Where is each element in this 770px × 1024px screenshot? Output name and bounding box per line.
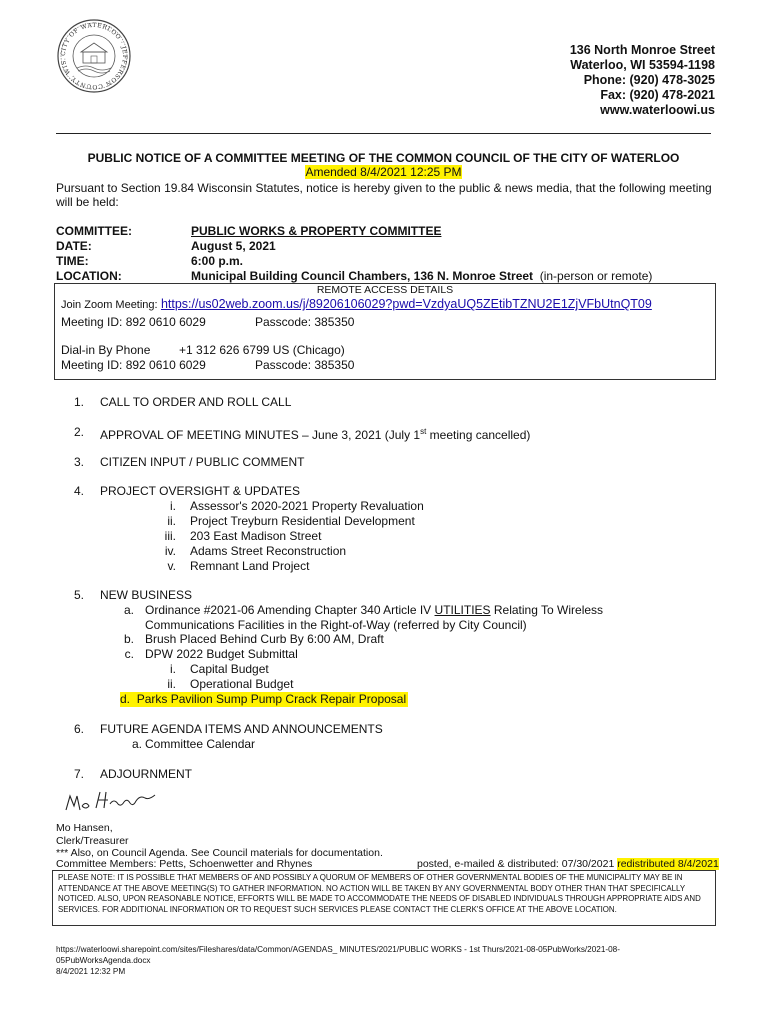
dial-in-number: +1 312 626 6799 US (Chicago) bbox=[179, 343, 345, 357]
remote-access-header: REMOTE ACCESS DETAILS bbox=[316, 284, 454, 296]
file-path-footer bbox=[56, 944, 620, 977]
committee-label: COMMITTEE: bbox=[56, 224, 132, 238]
zoom-link[interactable]: https://us02web.zoom.us/j/89206106029?pwd=VzdyaUQ5ZEtibTZNU2E1ZjVFbUtnQT09 bbox=[160, 297, 652, 311]
amended-timestamp: Amended 8/4/2021 12:25 PM bbox=[305, 165, 462, 179]
posted-date: posted, e-mailed & distributed: 07/30/2021 bbox=[417, 858, 618, 870]
remote-access-box bbox=[54, 283, 716, 380]
meeting-date: August 5, 2021 bbox=[191, 239, 276, 253]
time-label: TIME: bbox=[56, 254, 89, 268]
meeting-location: Municipal Building Council Chambers, 136 N. Monroe Street bbox=[191, 269, 534, 283]
also-note: *** Also, on Council Agenda. See Council materials for documentation. bbox=[56, 847, 383, 859]
city-seal-logo bbox=[56, 18, 132, 94]
committee-name: PUBLIC WORKS & PROPERTY COMMITTEE bbox=[191, 224, 442, 238]
header-divider bbox=[56, 133, 711, 134]
address-street: 136 North Monroe Street bbox=[569, 43, 715, 57]
committee-members-row bbox=[56, 858, 719, 870]
signer-title: Clerk/Treasurer bbox=[56, 834, 129, 847]
seal-text: CITY OF WATERLOO · JEFFERSON COUNTY, WIS. bbox=[59, 21, 129, 91]
notice-title: PUBLIC NOTICE OF A COMMITTEE MEETING OF THE COMMON COUNCIL OF THE CITY OF WATERLOO bbox=[87, 151, 680, 165]
amended-line bbox=[56, 165, 711, 179]
address-website[interactable]: www.waterloowi.us bbox=[600, 103, 715, 117]
meeting-id-1: Meeting ID: 892 0610 6029 bbox=[61, 315, 206, 329]
address-fax: Fax: (920) 478-2021 bbox=[600, 88, 715, 102]
location-note: (in-person or remote) bbox=[539, 269, 653, 283]
passcode-1: Passcode: 385350 bbox=[255, 315, 355, 329]
redistributed-date: redistributed 8/4/2021 bbox=[617, 858, 719, 870]
address-phone: Phone: (920) 478-3025 bbox=[583, 73, 715, 87]
meeting-id-2: Meeting ID: 892 0610 6029 bbox=[61, 358, 206, 372]
print-timestamp: 8/4/2021 12:32 PM bbox=[56, 967, 126, 976]
signature-image bbox=[62, 786, 162, 816]
meeting-time: 6:00 p.m. bbox=[191, 254, 244, 268]
intro-paragraph: Pursuant to Section 19.84 Wisconsin Statutes, notice is hereby given to the public & news media, that the following meeting will be held: bbox=[56, 181, 712, 209]
signer-name: Mo Hansen, bbox=[56, 822, 113, 834]
passcode-2: Passcode: 385350 bbox=[255, 358, 355, 372]
please-note-box: PLEASE NOTE: IT IS POSSIBLE THAT MEMBERS OF AND POSSIBLY A QUORUM OF MEMBERS OF OTHER GOVERNMENTAL BODIES OF THE MUNICIPALITY MAY BE IN ATTENDANCE AT THE ABOVE MEETING(S) TO GATHER INFORMATION. NO ACTION WILL BE TAKEN BY ANY GOVERNMENTAL BODY OTHER THAN THAT SPECIFICALLY NOTICED. ALSO, UPON REASONABLE NOTICE, EFFORTS WILL BE MADE TO ACCOMMODATE THE NEEDS OF DISABLED INDIVIDUALS THROUGH APPROPRIATE AIDS AND SERVICES. FOR ADDITIONAL INFORMATION OR TO REQUEST SUCH SERVICES PLEASE CONTACT THE CLERK'S OFFICE AT THE ABOVE LOCATION. bbox=[52, 870, 716, 926]
date-label: DATE: bbox=[56, 239, 92, 253]
dial-in-label: Dial-in By Phone bbox=[61, 343, 151, 357]
location-label: LOCATION: bbox=[56, 269, 122, 283]
zoom-label: Join Zoom Meeting: bbox=[61, 299, 158, 311]
signer-block bbox=[56, 822, 383, 860]
file-path-line-2: 05PubWorksAgenda.docx bbox=[56, 956, 151, 965]
city-address-block bbox=[570, 43, 715, 118]
file-path-line-1: https://waterloowi.sharepoint.com/sites/Fileshares/data/Common/AGENDAS_ MINUTES/2021/PUBLIC WORKS - 1st Thurs/2021-08-05PubWorks/2021-08- bbox=[56, 945, 620, 954]
committee-members: Committee Members: Petts, Schoenwetter and Rhynes bbox=[56, 858, 313, 870]
address-city: Waterloo, WI 53594-1198 bbox=[570, 58, 715, 72]
